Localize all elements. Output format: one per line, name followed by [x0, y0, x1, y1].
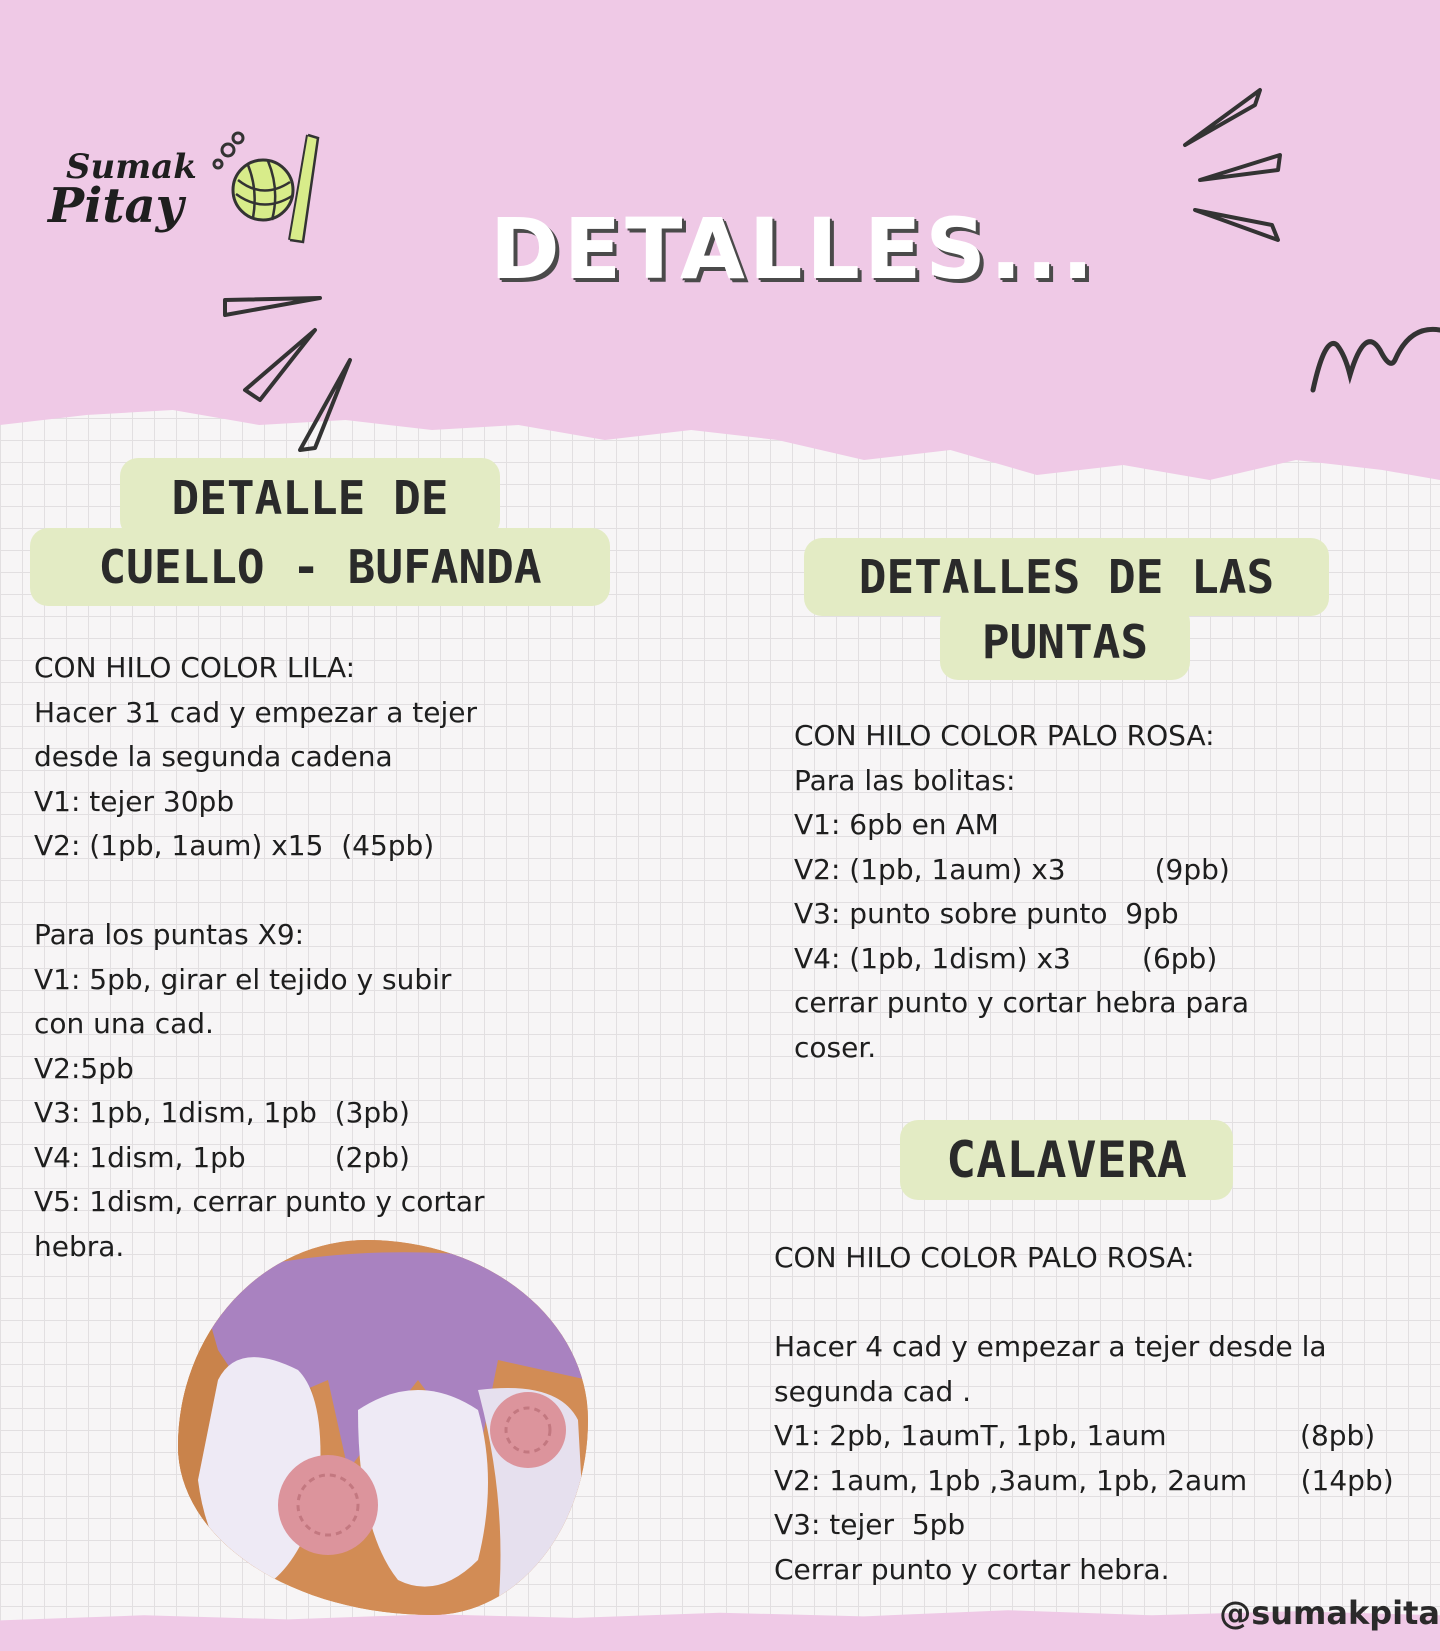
instruction-line: V2: (1pb, 1aum) x15 (45pb) — [34, 829, 435, 862]
instruction-line: Hacer 4 cad y empezar a tejer desde la — [774, 1330, 1327, 1363]
instruction-line: V2: (1pb, 1aum) x3 (9pb) — [794, 852, 1230, 886]
zigzag-icon — [1305, 315, 1440, 395]
instruction-line: cerrar punto y cortar hebra para — [794, 986, 1249, 1019]
instruction-line: segunda cad . — [774, 1374, 972, 1408]
cuello-instructions — [34, 646, 539, 1269]
section-heading-cuello-line2: CUELLO - BUFANDA — [30, 528, 610, 606]
instruction-line: V3: tejer 5pb — [774, 1508, 966, 1541]
instruction-line: coser. — [794, 1030, 877, 1064]
instruction-line: CON HILO COLOR LILA: — [34, 651, 356, 684]
section-heading-cuello: DETALLE DE — [120, 458, 500, 538]
instruction-line: V4: (1pb, 1dism) x3 (6pb) — [794, 941, 1218, 975]
instruction-line: CON HILO COLOR PALO ROSA: — [774, 1241, 1195, 1274]
brand-wordmark: Sumak Pitay — [48, 147, 197, 234]
instruction-line: Hacer 31 cad y empezar a tejer — [34, 695, 478, 729]
yarn-ball-icon — [208, 130, 338, 250]
instruction-line: V3: 1pb, 1dism, 1pb (3pb) — [34, 1096, 410, 1129]
instruction-line: V4: 1dism, 1pb (2pb) — [34, 1140, 410, 1174]
brand-logo — [48, 130, 338, 260]
section-heading-calavera: CALAVERA — [900, 1120, 1233, 1200]
section-heading-puntas-line2: PUNTAS — [940, 604, 1190, 680]
instruction-line: V2: 1aum, 1pb ,3aum, 1pb, 2aum (14pb) — [774, 1463, 1394, 1497]
instruction-line: V1: 2pb, 1aumT, 1pb, 1aum (8pb) — [774, 1419, 1376, 1452]
crochet-photo — [178, 1240, 588, 1615]
sparkle-lines-icon — [220, 290, 360, 455]
sparkle-lines-icon — [1180, 85, 1290, 255]
instruction-line: V2:5pb — [34, 1051, 134, 1085]
instruction-line: Para las bolitas: — [794, 763, 1016, 797]
crochet-scarf-illustration — [178, 1240, 588, 1615]
instruction-line: con una cad. — [34, 1007, 214, 1040]
instruction-line — [774, 1281, 1440, 1326]
instruction-line: V3: punto sobre punto 9pb — [794, 897, 1179, 930]
instruction-line: desde la segunda cadena — [34, 740, 393, 773]
page-title: DETALLES... — [490, 200, 1098, 298]
instruction-line: V1: tejer 30pb — [34, 784, 235, 818]
instruction-line: V1: 6pb en AM — [794, 808, 999, 841]
puntas-instructions — [794, 714, 1379, 1070]
instruction-line: V1: 5pb, girar el tejido y subir — [34, 962, 452, 996]
instruction-line: CON HILO COLOR PALO ROSA: — [794, 719, 1215, 752]
instruction-line: Para los puntas X9: — [34, 918, 305, 951]
instruction-line — [34, 869, 539, 914]
instruction-line: hebra. — [34, 1229, 125, 1263]
instruction-line: V5: 1dism, cerrar punto y cortar — [34, 1185, 485, 1218]
social-handle: @sumakpita — [1219, 1594, 1440, 1632]
section-heading-puntas: DETALLES DE LAS — [804, 538, 1329, 616]
calavera-instructions — [774, 1236, 1440, 1592]
instruction-line: Cerrar punto y cortar hebra. — [774, 1552, 1170, 1586]
